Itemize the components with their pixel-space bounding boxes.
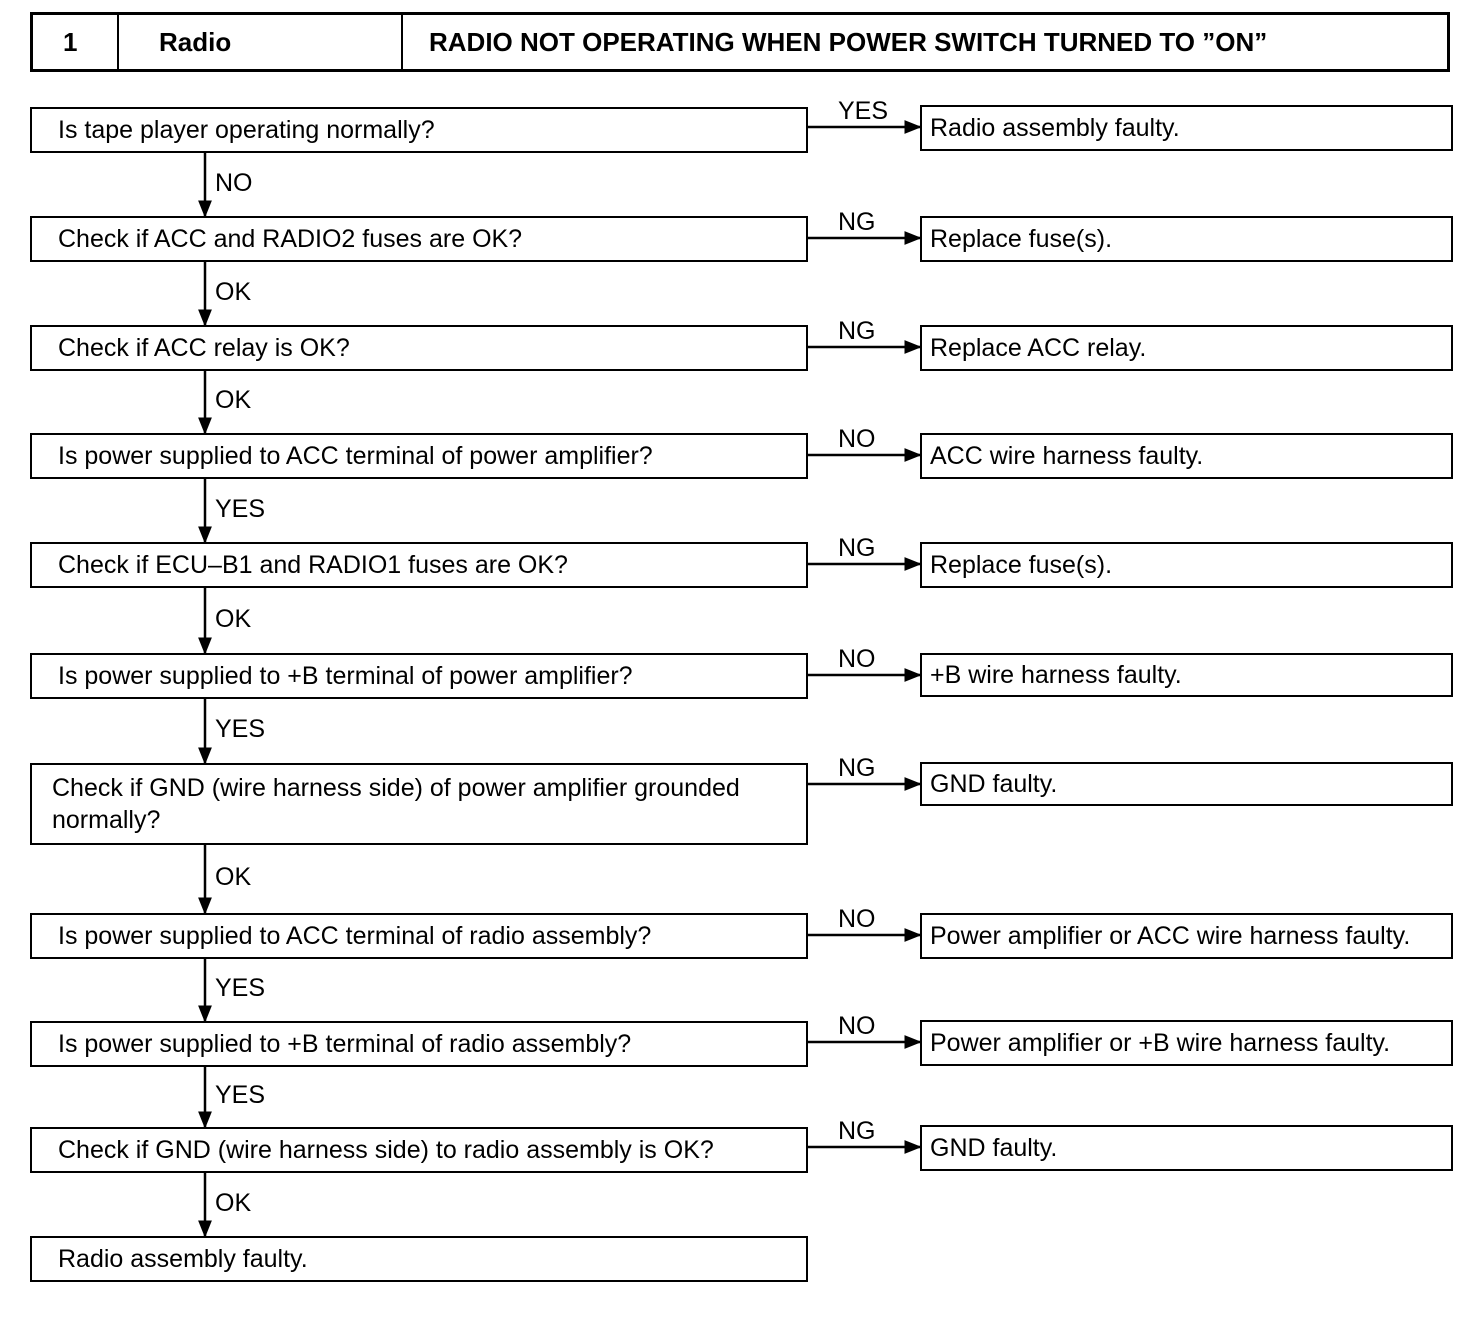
question-box: Is power supplied to ACC terminal of power amplifier? (30, 433, 808, 479)
next-label: YES (215, 494, 266, 523)
branch-label: NG (838, 534, 876, 562)
branch-label: NO (838, 425, 876, 453)
next-label: YES (215, 1081, 266, 1109)
question-box: Check if GND (wire harness side) to radio assembly is OK? (30, 1127, 808, 1173)
branch-label: NO (838, 645, 876, 673)
final-result-box: Radio assembly faulty. (30, 1236, 808, 1282)
header-system: Radio (119, 15, 403, 69)
result-box: ACC wire harness faulty. (920, 433, 1453, 479)
question-box: Check if ACC relay is OK? (30, 325, 808, 371)
result-box: Radio assembly faulty. (920, 105, 1453, 151)
result-box: GND faulty. (920, 1125, 1453, 1171)
question-box: Is power supplied to ACC terminal of radio assembly? (30, 913, 808, 959)
result-box: Replace ACC relay. (920, 325, 1453, 371)
header-title: RADIO NOT OPERATING WHEN POWER SWITCH TURNED TO ”ON” (429, 26, 1268, 57)
question-box: Is power supplied to +B terminal of radio assembly? (30, 1021, 808, 1067)
result-box: GND faulty. (920, 762, 1453, 806)
result-box: Replace fuse(s). (920, 216, 1453, 262)
next-label: OK (215, 1188, 252, 1217)
branch-label: YES (838, 97, 889, 125)
branch-label: NG (838, 1117, 876, 1145)
branch-label: NG (838, 208, 876, 236)
question-box: Check if ECU–B1 and RADIO1 fuses are OK? (30, 542, 808, 588)
question-box: Check if GND (wire harness side) of power amplifier grounded normally? (30, 763, 808, 845)
branch-label: NO (838, 1012, 876, 1040)
result-box: Power amplifier or ACC wire harness faulty. (920, 913, 1453, 959)
next-label: OK (215, 863, 252, 891)
question-box: Is power supplied to +B terminal of power amplifier? (30, 653, 808, 699)
next-label: YES (215, 974, 266, 1002)
question-box: Check if ACC and RADIO2 fuses are OK? (30, 216, 808, 262)
next-label: NO (215, 168, 253, 197)
branch-label: NG (838, 754, 876, 782)
next-label: OK (215, 604, 252, 633)
header-number: 1 (33, 15, 119, 69)
branch-label: NO (838, 905, 876, 933)
result-box: Power amplifier or +B wire harness faulty. (920, 1020, 1453, 1066)
next-label: YES (215, 715, 266, 743)
result-box: +B wire harness faulty. (920, 653, 1453, 697)
question-box: Is tape player operating normally? (30, 107, 808, 153)
next-label: OK (215, 386, 252, 414)
next-label: OK (215, 277, 252, 306)
result-box: Replace fuse(s). (920, 542, 1453, 588)
branch-label: NG (838, 317, 876, 345)
